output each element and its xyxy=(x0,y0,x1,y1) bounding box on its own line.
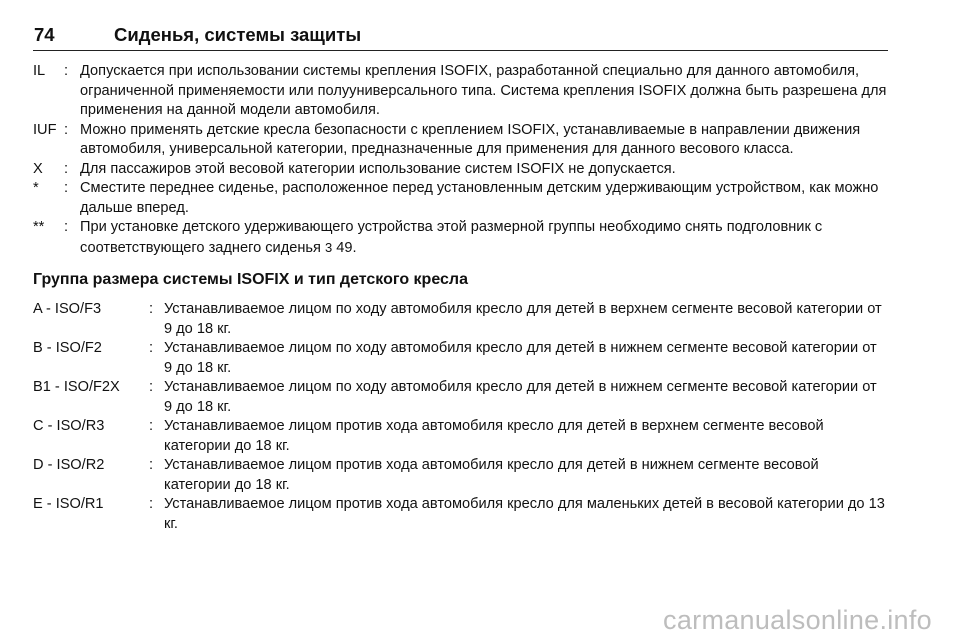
size-text: Устанавливаемое лицом по ходу автомобиля кресло для детей в нижнем сегменте весовой категории от 9 до 18 кг. xyxy=(164,340,877,376)
size-term: B1 - ISO/F2X xyxy=(33,379,120,395)
size-term: B - ISO/F2 xyxy=(33,340,102,356)
size-text: Устанавливаемое лицом против хода автомобиля кресло для детей в верхнем сегменте весовой категории до 18 кг. xyxy=(164,418,824,454)
size-row-b xyxy=(33,339,888,378)
legend-term: ** xyxy=(33,219,45,235)
legend-colon: : xyxy=(64,219,69,235)
legend-row-il xyxy=(33,62,888,121)
legend-term: X xyxy=(33,160,43,177)
isofix-size-list xyxy=(33,300,888,534)
size-text: Устанавливаемое лицом по ходу автомобиля кресло для детей в верхнем сегменте весовой категории от 9 до 18 кг. xyxy=(164,301,882,337)
page-title: Сиденья, системы защиты xyxy=(114,24,362,45)
size-text: Устанавливаемое лицом по ходу автомобиля кресло для детей в нижнем сегменте весовой категории от 9 до 18 кг. xyxy=(164,379,877,415)
section-heading: Группа размера системы ISOFIX и тип детского кресла xyxy=(33,271,468,288)
legend-term: IL xyxy=(33,63,46,79)
size-colon: : xyxy=(149,457,154,473)
page-header xyxy=(33,24,888,51)
legend-row-star xyxy=(33,179,888,218)
legend-term: IUF xyxy=(33,121,57,138)
size-term: E - ISO/R1 xyxy=(33,496,104,512)
size-row-a xyxy=(33,300,888,339)
legend-text: Можно применять детские кресла безопасности с креплением ISOFIX, устанавливаемые в направлении движения автомобиля, универсальной категории, предназначенные для применения для данного весового класса. xyxy=(80,121,861,157)
page-ref-link[interactable]: 49. xyxy=(332,239,357,256)
page-number: 74 xyxy=(34,24,55,45)
legend-term: * xyxy=(33,180,39,196)
size-text: Устанавливаемое лицом против хода автомобиля кресло для детей в нижнем сегменте весовой категории до 18 кг. xyxy=(164,457,819,493)
legend-row-x xyxy=(33,160,888,180)
watermark: carmanualsonline.info xyxy=(663,605,932,635)
legend-row-iuf xyxy=(33,121,888,160)
legend-text-body: При установке детского удерживающего устройства этой размерной группы необходимо снять подголовник с соответствующего заднего сиденья xyxy=(80,219,823,256)
legend-text: Допускается при использовании системы крепления ISOFIX, разработанной специально для данного автомобиля, ограниченной применяемости или полууниверсального типа. Система крепления ISOFIX должна быть разрешена для применения на данной модели автомобиля. xyxy=(80,63,887,118)
size-row-e xyxy=(33,495,888,534)
size-term: A - ISO/F3 xyxy=(33,301,102,317)
legend-colon: : xyxy=(64,63,69,79)
size-row-c xyxy=(33,417,888,456)
size-text: Устанавливаемое лицом против хода автомобиля кресло для маленьких детей в весовой категории до 13 кг. xyxy=(164,496,885,532)
legend-colon: : xyxy=(64,180,69,196)
size-term: C - ISO/R3 xyxy=(33,418,105,434)
size-colon: : xyxy=(149,496,154,512)
size-row-d xyxy=(33,456,888,495)
page-ref-arrow-icon: 3 xyxy=(324,239,333,255)
size-row-b1 xyxy=(33,378,888,417)
legend-row-double-star xyxy=(33,218,888,258)
legend-text: Для пассажиров этой весовой категории использование систем ISOFIX не допускается. xyxy=(80,160,676,177)
size-colon: : xyxy=(149,418,154,434)
legend-text xyxy=(80,218,888,258)
legend-list xyxy=(33,62,888,258)
size-term: D - ISO/R2 xyxy=(33,457,105,473)
legend-text: Сместите переднее сиденье, расположенное перед установленным детским удерживающим устройством, как можно дальше вперед. xyxy=(80,180,879,216)
size-colon: : xyxy=(149,301,154,317)
legend-colon: : xyxy=(64,160,69,177)
legend-colon: : xyxy=(64,121,69,138)
size-colon: : xyxy=(149,379,154,395)
size-colon: : xyxy=(149,340,154,356)
